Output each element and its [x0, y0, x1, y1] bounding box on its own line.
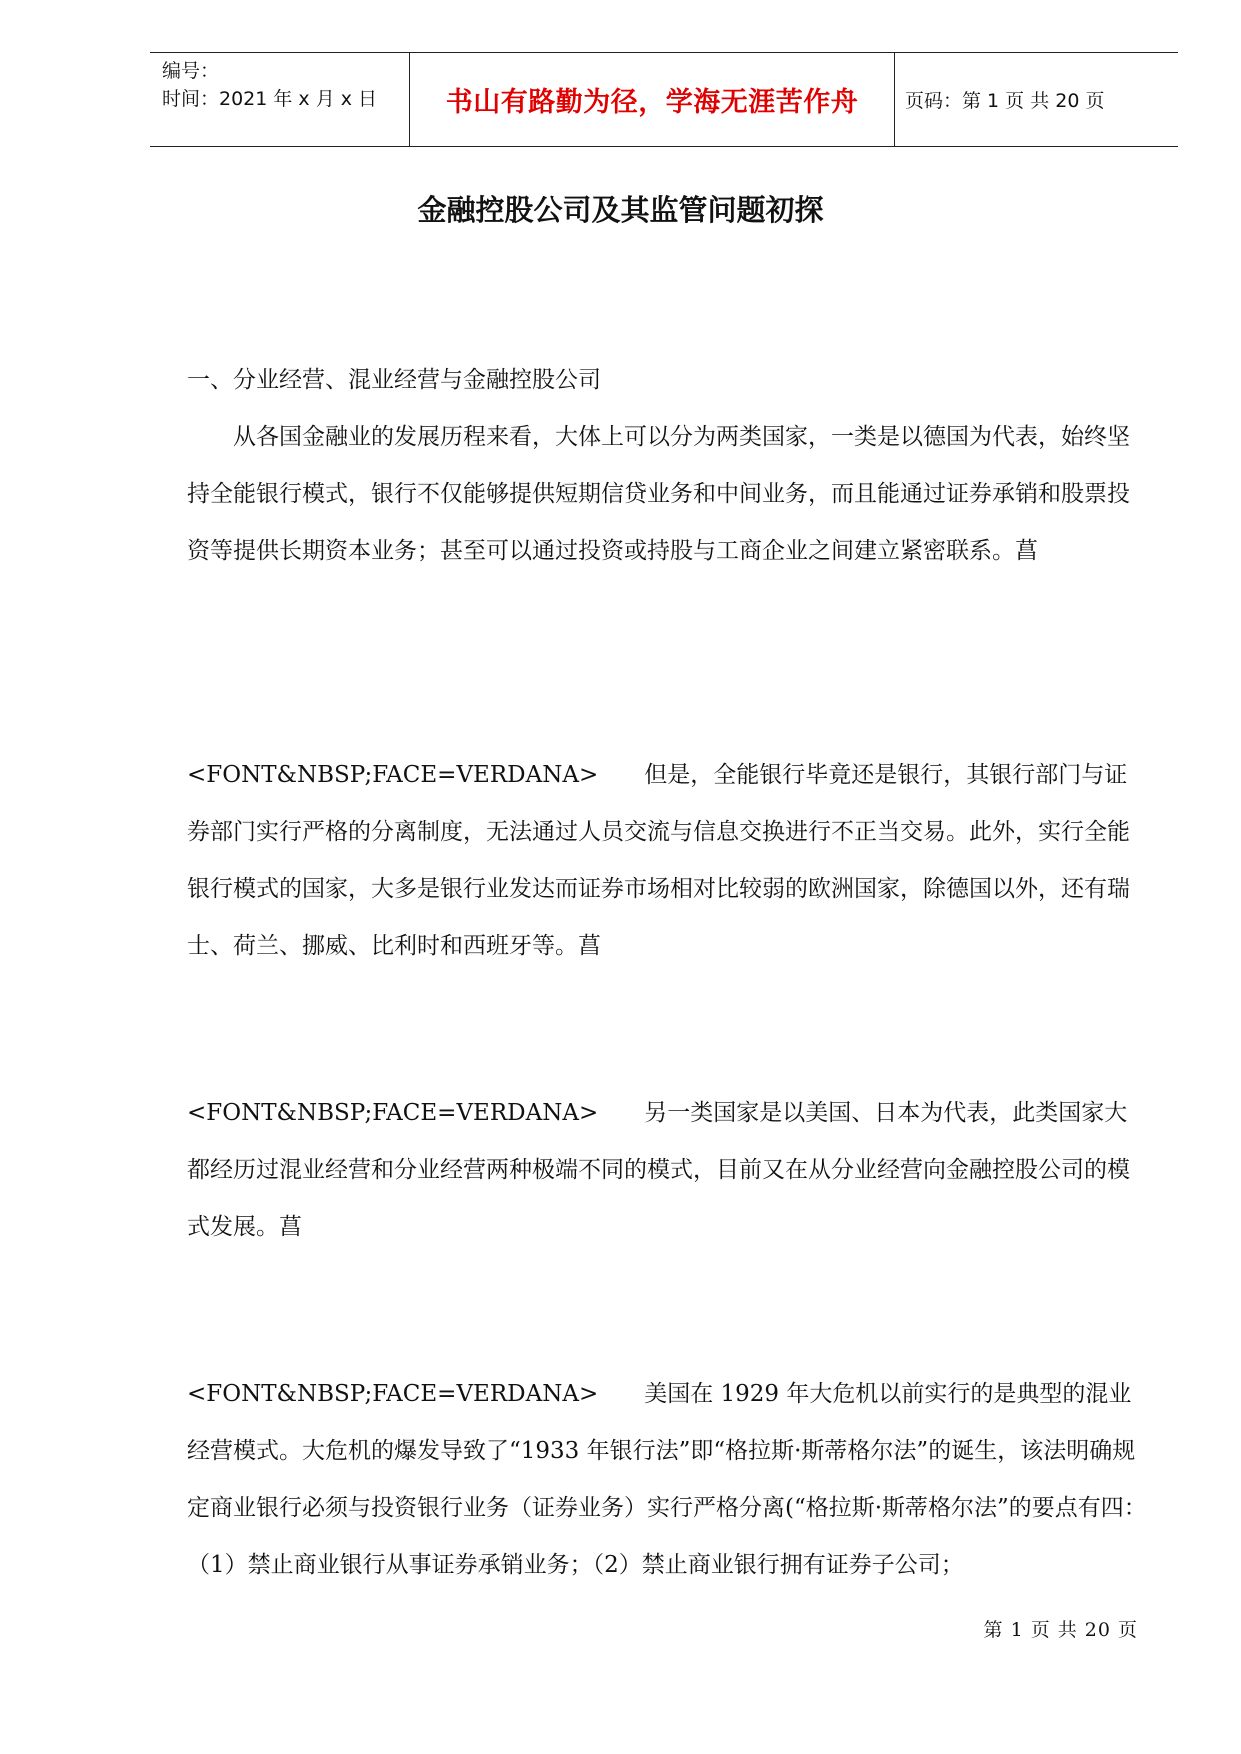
header-motto: 书山有路勤为径，学海无涯苦作舟 [445, 87, 859, 118]
document-title: 金融控股公司及其监管问题初探 [417, 193, 824, 227]
paragraph-1-text: 从各国金融业的发展历程来看，大体上可以分为两类国家，一类是以德国为代表，始终坚持全能银行模式，银行不仅能够提供短期信贷业务和中间业务，而且能通过证券承销和股票投资等提供长期资本业务；甚至可以通过投资或持股与工商企业之间建立紧密联系。菖 [187, 424, 1130, 564]
header-page-info: 页码：第 1 页 共 20 页 [905, 90, 1105, 112]
paragraph-3-code: <FONT&NBSP;FACE=VERDANA> [187, 1100, 599, 1126]
document-header [150, 52, 1178, 147]
section-heading: 一、分业经营、混业经营与金融控股公司 [187, 367, 601, 393]
time-label: 时间：2021 年 x 月 x 日 [162, 88, 378, 110]
paragraph-2 [187, 747, 1147, 975]
header-left-cell [150, 53, 410, 146]
page-footer: 第 1 页 共 20 页 [983, 1619, 1138, 1641]
number-label: 编号： [162, 60, 220, 82]
header-right-cell [895, 53, 1178, 146]
paragraph-2-text: 但是，全能银行毕竟还是银行，其银行部门与证券部门实行严格的分离制度，无法通过人员交流与信息交换进行不正当交易。此外，实行全能银行模式的国家，大多是银行业发达而证券市场相对比较弱的欧洲国家，除德国以外，还有瑞士、荷兰、挪威、比利时和西班牙等。菖 [187, 762, 1130, 959]
paragraph-3-text: 另一类国家是以美国、日本为代表，此类国家大都经历过混业经营和分业经营两种极端不同的模式，目前又在从分业经营向金融控股公司的模式发展。菖 [187, 1100, 1130, 1240]
paragraph-4-text: 美国在 1929 年大危机以前实行的是典型的混业经营模式。大危机的爆发导致了“1933 年银行法”即“格拉斯·斯蒂格尔法”的诞生，该法明确规定商业银行必须与投资银行业务（证券业务）实行严格分离(“格拉斯·斯蒂格尔法”的要点有四：（1）禁止商业银行从事证券承销业务；（2）禁止商业银行拥有证券子公司； [187, 1381, 1147, 1578]
paragraph-4-code: <FONT&NBSP;FACE=VERDANA> [187, 1381, 599, 1407]
paragraph-4 [187, 1366, 1147, 1594]
paragraph-3 [187, 1085, 1147, 1256]
paragraph-1 [187, 409, 1147, 580]
header-middle-cell [410, 53, 895, 146]
paragraph-2-code: <FONT&NBSP;FACE=VERDANA> [187, 762, 599, 788]
